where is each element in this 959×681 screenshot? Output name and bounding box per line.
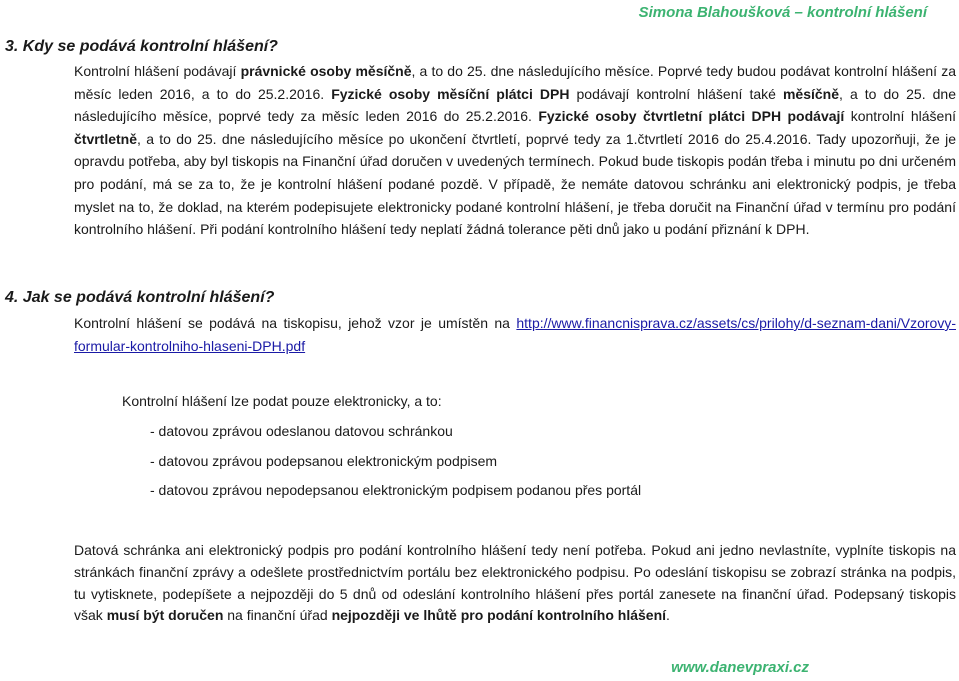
closing-paragraph bbox=[74, 540, 956, 627]
text: Kontrolní hlášení se podává na tiskopisu, jehož vzor je umístěn na bbox=[74, 315, 517, 331]
text: , a to do 25. dne následujícího měsíce. Poprvé tedy budou podávat kontrolní hlášení za měsíc leden 2016, a to do 25.2.2016. bbox=[74, 63, 957, 102]
section-3-title: 3. Kdy se podává kontrolní hlášení? bbox=[5, 38, 278, 55]
section-3-paragraph bbox=[74, 60, 956, 241]
text: na finanční úřad bbox=[223, 607, 332, 624]
emphasis: měsíčně bbox=[782, 85, 839, 102]
text: podávají kontrolní hlášení také bbox=[569, 85, 783, 102]
list-item: - datovou zprávou odeslanou datovou schránkou bbox=[150, 423, 453, 439]
text: Kontrolní hlášení podávají bbox=[74, 63, 241, 79]
list-item: - datovou zprávou podepsanou elektronickým podpisem bbox=[150, 453, 498, 469]
emphasis: Fyzické osoby měsíční plátci DPH bbox=[331, 85, 570, 102]
electronic-intro: Kontrolní hlášení lze podat pouze elektronicky, a to: bbox=[122, 393, 442, 409]
emphasis: Fyzické osoby čtvrtletní plátci DPH podávají bbox=[538, 108, 845, 125]
form-link[interactable]: http://www.financnisprava.cz/assets/cs/prilohy/d-seznam-dani/Vzorovy-formular-kontrolniho-hlaseni-DPH.pdf bbox=[74, 315, 956, 354]
text: Datová schránka ani elektronický podpis pro podání kontrolního hlášení tedy není potřeba. Pokud ani jedno nevlastníte, vyplníte tiskopis na stránkách finanční zprávy a odešlete prostřednictvím portálu bez elektronického podpisu. Po odeslání tiskopisu se zobrazí stránka na podpis, tu vytisknete, podepíšete a nejpozději do 5 dnů od odeslání kontrolního hlášení přes portál zanesete na finanční úřad. Podepsaný tiskopis však bbox=[74, 542, 956, 624]
emphasis: musí být doručen bbox=[106, 607, 224, 624]
section-4-title: 4. Jak se podává kontrolní hlášení? bbox=[5, 289, 275, 306]
list-item: - datovou zprávou nepodepsanou elektronickým podpisem podanou přes portál bbox=[150, 482, 642, 498]
emphasis: nejpozději ve lhůtě pro podání kontrolního hlášení bbox=[331, 607, 667, 624]
emphasis: právnické osoby měsíčně bbox=[240, 63, 412, 79]
emphasis: čtvrtletně bbox=[74, 130, 138, 147]
section-4-paragraph bbox=[74, 312, 956, 357]
footer-website[interactable]: www.danevpraxi.cz bbox=[671, 659, 809, 676]
text: , a to do 25. dne následujícího měsíce po ukončení čtvrtletí, poprvé tedy za 1.čtvrtletí 2016 do 25.4.2016. Tady upozorňuji, že je opravdu potřeba, aby byl tiskopis na Finanční úřad doručen v uvedených termínech. Pokud bude tiskopis podán třeba i minutu po dni určeném pro podání, má se za to, že je kontrolní hlášení podané pozdě. V případě, že nemáte datovou schránku ani elektronický podpis, je třeba myslet na to, že doklad, na kterém podepisujete elektronicky podané kontrolní hlášení, je třeba doručit na Finanční úřad v termínu pro podání kontrolního hlášení. Při podání kontrolního hlášení tedy neplatí žádná tolerance pěti dnů jako u podání přiznání k DPH. bbox=[74, 130, 956, 238]
text: , a to do 25. dne následujícího měsíce, poprvé tedy za měsíc leden 2016 do 25.2.2016. bbox=[74, 85, 956, 125]
text: . bbox=[666, 607, 670, 624]
header-author: Simona Blahoušková – kontrolní hlášení bbox=[638, 4, 927, 21]
text: kontrolní hlášení bbox=[844, 108, 956, 125]
